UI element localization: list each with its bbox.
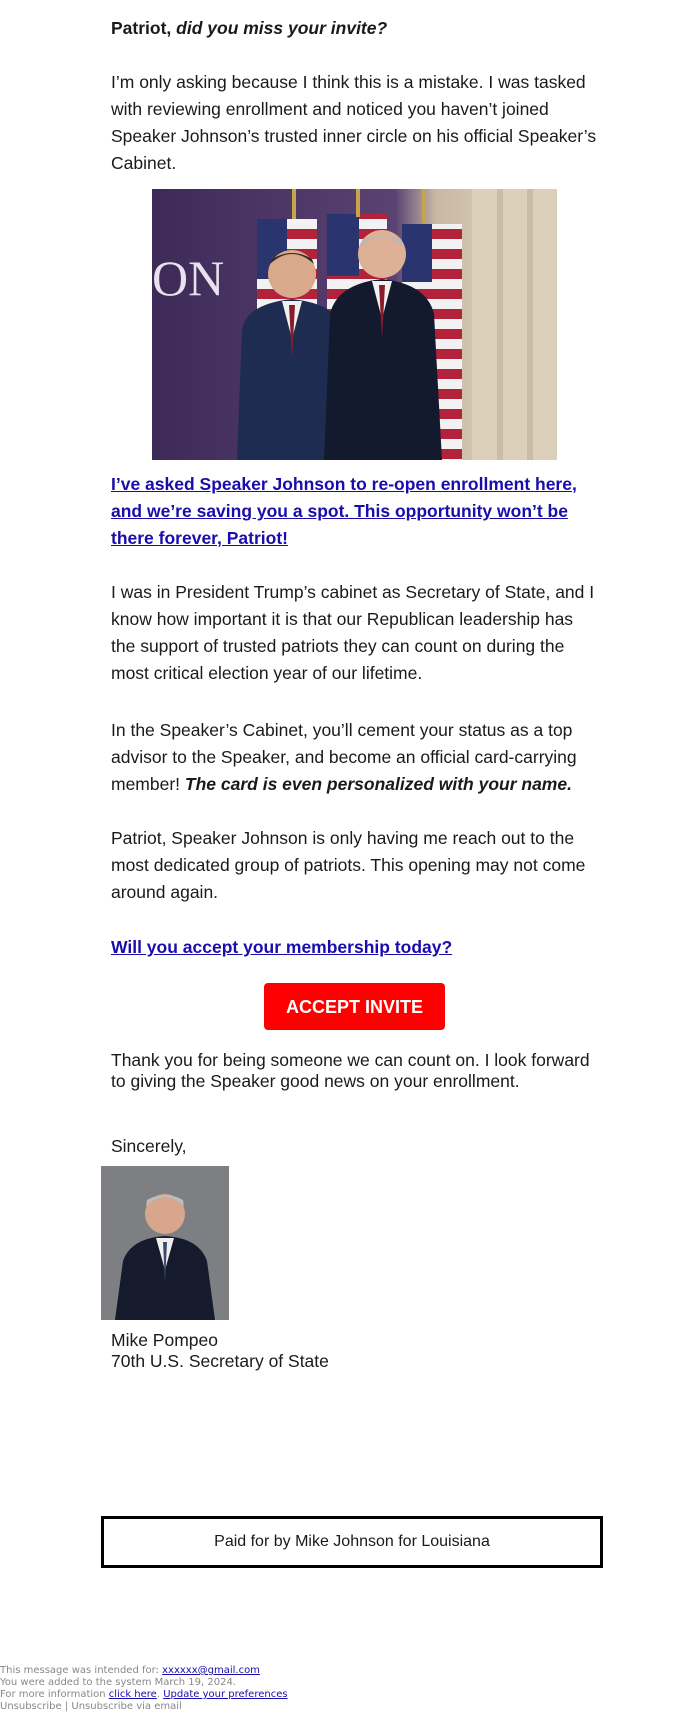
backdrop-letters: ON <box>152 250 225 306</box>
info-separator: . <box>156 1689 164 1700</box>
email-footer <box>0 1665 400 1713</box>
cabinet-paragraph: I was in President Trump’s cabinet as Secretary of State, and I know how important it is that our Republican leadership has the support of trusted patriots they can count on during the most critical election year of our lifetime. <box>111 582 595 683</box>
added-line: You were added to the system March 19, 2024. <box>0 1677 236 1688</box>
update-preferences-link[interactable]: Update your preferences <box>163 1689 288 1700</box>
dedicated-paragraph: Patriot, Speaker Johnson is only having me reach out to the most dedicated group of patriots. This opening may not come around again. <box>111 828 586 902</box>
pompeo-portrait <box>101 1166 229 1320</box>
intro-paragraph: I’m only asking because I think this is a mistake. I was tasked with reviewing enrollment and noticed you haven’t joined Speaker Johnson’s trusted inner circle on his official Speaker’s Cabinet. <box>111 72 597 173</box>
paid-for-disclaimer: Paid for by Mike Johnson for Louisiana <box>101 1516 603 1568</box>
card-paragraph <box>111 717 601 798</box>
unsubscribe-line[interactable]: Unsubscribe | Unsubscribe via email <box>0 1701 182 1712</box>
info-prefix: For more information <box>0 1689 109 1700</box>
accept-membership-link[interactable]: Will you accept your membership today? <box>111 937 453 957</box>
closing: Sincerely, <box>111 1136 187 1156</box>
card-paragraph-text: In the Speaker’s Cabinet, you’ll cement your status as a top advisor to the Speaker, and become an official card-carrying member! <box>111 720 577 794</box>
thanks-paragraph: Thank you for being someone we can count on. I look forward to giving the Speaker good news on your enrollment. <box>111 1050 590 1091</box>
intended-line <box>0 1665 400 1677</box>
speaker-pompeo-photo[interactable] <box>152 189 557 460</box>
intended-prefix: This message was intended for: <box>0 1665 163 1676</box>
signature-block <box>111 1330 601 1372</box>
signer-name: Mike Pompeo <box>111 1330 218 1350</box>
card-emphasis: The card is even personalized with your name. <box>184 774 572 794</box>
accept-invite-button[interactable]: ACCEPT INVITE <box>264 983 445 1030</box>
intended-email-link[interactable]: xxxxxx@gmail.com <box>162 1665 260 1676</box>
signer-title: 70th U.S. Secretary of State <box>111 1351 329 1371</box>
greeting-name: Patriot, <box>111 18 172 38</box>
click-here-link[interactable]: click here <box>108 1689 157 1700</box>
reopen-enrollment-link[interactable]: I’ve asked Speaker Johnson to re-open enrollment here, and we’re saving you a spot. This opportunity won’t be there forever, Patriot! <box>111 474 577 548</box>
info-line <box>0 1689 400 1701</box>
greeting-question: did you miss your invite? <box>176 18 388 38</box>
greeting <box>111 14 601 42</box>
